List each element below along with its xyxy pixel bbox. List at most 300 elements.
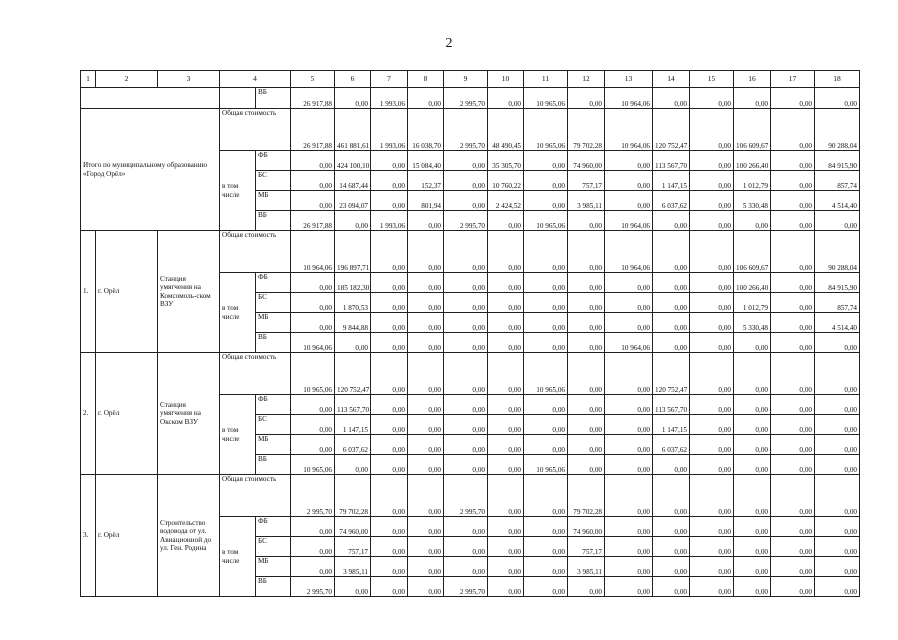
value-cell: 0,00 bbox=[371, 415, 408, 435]
value-cell: 0,00 bbox=[653, 273, 690, 293]
value-cell: 0,00 bbox=[488, 517, 524, 537]
fund-label: БС bbox=[256, 293, 291, 313]
value-cell: 10 965,06 bbox=[524, 455, 568, 475]
project-city: г. Орёл bbox=[96, 353, 158, 475]
value-cell: 0,00 bbox=[690, 475, 734, 517]
value-cell: 0,00 bbox=[408, 577, 444, 597]
value-cell: 0,00 bbox=[444, 557, 488, 577]
value-cell: 0,00 bbox=[815, 353, 860, 395]
project-name: Станция умягчения на Окском ВЗУ bbox=[158, 353, 220, 475]
value-cell: 0,00 bbox=[815, 435, 860, 455]
value-cell: 0,00 bbox=[653, 211, 690, 231]
value-cell: 113 567,70 bbox=[653, 151, 690, 171]
value-cell: 0,00 bbox=[605, 517, 653, 537]
value-cell: 0,00 bbox=[371, 333, 408, 353]
value-cell: 0,00 bbox=[488, 313, 524, 333]
fund-label: ФБ bbox=[256, 395, 291, 415]
col-header: 9 bbox=[444, 71, 488, 88]
value-cell: 0,00 bbox=[690, 191, 734, 211]
value-cell: 0,00 bbox=[690, 293, 734, 313]
value-cell: 152,37 bbox=[408, 171, 444, 191]
value-cell: 0,00 bbox=[488, 455, 524, 475]
value-cell: 0,00 bbox=[291, 313, 335, 333]
value-cell: 0,00 bbox=[408, 88, 444, 109]
value-cell: 0,00 bbox=[444, 293, 488, 313]
value-cell: 106 609,67 bbox=[734, 231, 771, 273]
value-cell: 1 012,79 bbox=[734, 171, 771, 191]
value-cell: 0,00 bbox=[524, 293, 568, 313]
project-city: г. Орёл bbox=[96, 231, 158, 353]
col-header: 6 bbox=[335, 71, 371, 88]
col-header: 4 bbox=[220, 71, 291, 88]
value-cell: 0,00 bbox=[815, 517, 860, 537]
value-cell: 0,00 bbox=[690, 151, 734, 171]
total-cost-label: Общая стоимость bbox=[220, 353, 291, 395]
value-cell: 0,00 bbox=[568, 333, 605, 353]
value-cell: 0,00 bbox=[444, 191, 488, 211]
value-cell: 0,00 bbox=[734, 435, 771, 455]
value-cell: 0,00 bbox=[653, 475, 690, 517]
project-number: 3. bbox=[81, 475, 96, 597]
value-cell: 0,00 bbox=[734, 577, 771, 597]
col-header: 13 bbox=[605, 71, 653, 88]
fund-label: ВБ bbox=[256, 577, 291, 597]
value-cell: 16 038,70 bbox=[408, 109, 444, 151]
value-cell: 0,00 bbox=[605, 293, 653, 313]
value-cell: 0,00 bbox=[771, 455, 815, 475]
value-cell: 0,00 bbox=[408, 455, 444, 475]
value-cell: 857,74 bbox=[815, 293, 860, 313]
col-header: 7 bbox=[371, 71, 408, 88]
value-cell: 0,00 bbox=[524, 395, 568, 415]
value-cell: 0,00 bbox=[408, 475, 444, 517]
fund-label: МБ bbox=[256, 557, 291, 577]
value-cell: 0,00 bbox=[408, 537, 444, 557]
value-cell: 0,00 bbox=[335, 88, 371, 109]
value-cell: 0,00 bbox=[408, 333, 444, 353]
value-cell: 1 147,15 bbox=[335, 415, 371, 435]
incl-label: в том числе bbox=[220, 395, 256, 475]
value-cell: 10 964,06 bbox=[605, 231, 653, 273]
project-name: Строительство водовода от ул. Авиационной до ул. Ген. Родина bbox=[158, 475, 220, 597]
value-cell: 424 100,10 bbox=[335, 151, 371, 171]
value-cell: 0,00 bbox=[605, 557, 653, 577]
value-cell: 0,00 bbox=[335, 333, 371, 353]
value-cell: 79 702,28 bbox=[335, 475, 371, 517]
municipal-total-title: Итого по муниципальному образованию «Город Орёл» bbox=[81, 109, 220, 231]
value-cell: 48 490,45 bbox=[488, 109, 524, 151]
value-cell: 74 960,00 bbox=[568, 151, 605, 171]
value-cell: 0,00 bbox=[488, 231, 524, 273]
value-cell: 0,00 bbox=[771, 517, 815, 537]
value-cell: 0,00 bbox=[291, 395, 335, 415]
value-cell: 0,00 bbox=[568, 273, 605, 293]
value-cell: 0,00 bbox=[408, 557, 444, 577]
value-cell: 0,00 bbox=[335, 211, 371, 231]
value-cell: 0,00 bbox=[371, 537, 408, 557]
value-cell: 2 995,70 bbox=[444, 475, 488, 517]
fund-label: ФБ bbox=[256, 273, 291, 293]
value-cell: 0,00 bbox=[488, 88, 524, 109]
value-cell: 0,00 bbox=[690, 333, 734, 353]
value-cell: 0,00 bbox=[488, 333, 524, 353]
value-cell: 0,00 bbox=[488, 293, 524, 313]
value-cell: 2 995,70 bbox=[444, 88, 488, 109]
value-cell: 0,00 bbox=[408, 273, 444, 293]
value-cell: 10 965,06 bbox=[524, 353, 568, 395]
value-cell: 0,00 bbox=[690, 517, 734, 537]
value-cell: 90 288,04 bbox=[815, 109, 860, 151]
value-cell: 120 752,47 bbox=[653, 109, 690, 151]
value-cell: 0,00 bbox=[815, 455, 860, 475]
value-cell: 0,00 bbox=[605, 435, 653, 455]
value-cell: 0,00 bbox=[734, 455, 771, 475]
value-cell: 0,00 bbox=[524, 577, 568, 597]
value-cell: 0,00 bbox=[408, 293, 444, 313]
value-cell: 0,00 bbox=[771, 577, 815, 597]
value-cell: 0,00 bbox=[371, 171, 408, 191]
value-cell: 0,00 bbox=[771, 171, 815, 191]
value-cell: 0,00 bbox=[568, 293, 605, 313]
value-cell: 0,00 bbox=[444, 231, 488, 273]
value-cell: 0,00 bbox=[488, 353, 524, 395]
value-cell: 0,00 bbox=[524, 415, 568, 435]
project-number: 2. bbox=[81, 353, 96, 475]
value-cell: 113 567,70 bbox=[653, 395, 690, 415]
value-cell: 0,00 bbox=[771, 88, 815, 109]
value-cell: 0,00 bbox=[371, 435, 408, 455]
value-cell: 10 760,22 bbox=[488, 171, 524, 191]
value-cell: 757,17 bbox=[568, 171, 605, 191]
value-cell: 0,00 bbox=[815, 475, 860, 517]
value-cell: 79 702,28 bbox=[568, 475, 605, 517]
value-cell: 1 993,06 bbox=[371, 109, 408, 151]
value-cell: 26 917,88 bbox=[291, 109, 335, 151]
value-cell: 0,00 bbox=[371, 353, 408, 395]
value-cell: 0,00 bbox=[408, 211, 444, 231]
value-cell: 0,00 bbox=[488, 415, 524, 435]
value-cell: 3 985,11 bbox=[568, 191, 605, 211]
value-cell: 0,00 bbox=[734, 557, 771, 577]
value-cell: 185 182,30 bbox=[335, 273, 371, 293]
value-cell: 10 965,06 bbox=[524, 88, 568, 109]
value-cell: 14 687,44 bbox=[335, 171, 371, 191]
value-cell: 0,00 bbox=[815, 333, 860, 353]
value-cell: 0,00 bbox=[734, 353, 771, 395]
fund-label: ВБ bbox=[256, 88, 291, 109]
value-cell: 0,00 bbox=[568, 395, 605, 415]
value-cell: 26 917,88 bbox=[291, 211, 335, 231]
col-header: 16 bbox=[734, 71, 771, 88]
value-cell: 0,00 bbox=[690, 415, 734, 435]
value-cell: 0,00 bbox=[690, 537, 734, 557]
value-cell: 0,00 bbox=[568, 577, 605, 597]
value-cell: 0,00 bbox=[524, 557, 568, 577]
incl-label: в том числе bbox=[220, 151, 256, 231]
value-cell: 0,00 bbox=[371, 517, 408, 537]
col-header: 2 bbox=[96, 71, 158, 88]
value-cell: 0,00 bbox=[771, 333, 815, 353]
value-cell: 0,00 bbox=[371, 313, 408, 333]
value-cell: 0,00 bbox=[568, 353, 605, 395]
value-cell: 0,00 bbox=[734, 211, 771, 231]
value-cell: 0,00 bbox=[408, 435, 444, 455]
value-cell: 0,00 bbox=[771, 211, 815, 231]
value-cell: 0,00 bbox=[568, 435, 605, 455]
value-cell: 0,00 bbox=[653, 577, 690, 597]
value-cell: 461 881,61 bbox=[335, 109, 371, 151]
incl-label: в том числе bbox=[220, 517, 256, 597]
budget-table bbox=[80, 70, 860, 597]
value-cell: 0,00 bbox=[815, 415, 860, 435]
value-cell: 113 567,70 bbox=[335, 395, 371, 415]
value-cell: 3 985,11 bbox=[568, 557, 605, 577]
value-cell: 10 964,06 bbox=[291, 333, 335, 353]
col-header: 18 bbox=[815, 71, 860, 88]
value-cell: 0,00 bbox=[690, 171, 734, 191]
value-cell: 0,00 bbox=[335, 577, 371, 597]
value-cell: 0,00 bbox=[408, 231, 444, 273]
value-cell: 79 702,28 bbox=[568, 109, 605, 151]
fund-label: ФБ bbox=[256, 517, 291, 537]
value-cell: 0,00 bbox=[815, 395, 860, 415]
value-cell: 0,00 bbox=[524, 313, 568, 333]
value-cell: 0,00 bbox=[771, 415, 815, 435]
value-cell: 0,00 bbox=[815, 88, 860, 109]
value-cell: 0,00 bbox=[653, 557, 690, 577]
table-row bbox=[81, 88, 860, 109]
value-cell: 0,00 bbox=[605, 455, 653, 475]
value-cell: 0,00 bbox=[444, 313, 488, 333]
value-cell: 4 514,40 bbox=[815, 313, 860, 333]
col-header: 8 bbox=[408, 71, 444, 88]
value-cell: 757,17 bbox=[568, 537, 605, 557]
value-cell: 74 960,00 bbox=[568, 517, 605, 537]
value-cell: 2 995,70 bbox=[444, 109, 488, 151]
value-cell: 0,00 bbox=[335, 455, 371, 475]
value-cell: 10 964,06 bbox=[605, 211, 653, 231]
value-cell: 0,00 bbox=[568, 231, 605, 273]
value-cell: 0,00 bbox=[771, 273, 815, 293]
value-cell: 10 965,06 bbox=[291, 455, 335, 475]
value-cell: 0,00 bbox=[605, 313, 653, 333]
value-cell: 0,00 bbox=[488, 557, 524, 577]
value-cell: 0,00 bbox=[771, 395, 815, 415]
value-cell: 0,00 bbox=[408, 313, 444, 333]
project-number: 1. bbox=[81, 231, 96, 353]
value-cell: 0,00 bbox=[444, 415, 488, 435]
value-cell: 0,00 bbox=[488, 475, 524, 517]
value-cell: 0,00 bbox=[568, 313, 605, 333]
value-cell: 10 965,06 bbox=[524, 109, 568, 151]
value-cell: 0,00 bbox=[690, 395, 734, 415]
value-cell: 0,00 bbox=[488, 435, 524, 455]
value-cell: 0,00 bbox=[524, 475, 568, 517]
fund-label: МБ bbox=[256, 313, 291, 333]
value-cell: 0,00 bbox=[734, 395, 771, 415]
value-cell: 0,00 bbox=[815, 537, 860, 557]
value-cell: 0,00 bbox=[653, 313, 690, 333]
value-cell: 0,00 bbox=[408, 415, 444, 435]
value-cell: 0,00 bbox=[771, 109, 815, 151]
value-cell: 0,00 bbox=[524, 151, 568, 171]
value-cell: 2 995,70 bbox=[444, 211, 488, 231]
value-cell: 0,00 bbox=[524, 231, 568, 273]
total-cost-label: Общая стоимость bbox=[220, 109, 291, 151]
value-cell: 801,94 bbox=[408, 191, 444, 211]
value-cell: 0,00 bbox=[605, 151, 653, 171]
value-cell: 0,00 bbox=[605, 353, 653, 395]
value-cell: 0,00 bbox=[771, 231, 815, 273]
col-header: 1 bbox=[81, 71, 96, 88]
value-cell: 1 870,53 bbox=[335, 293, 371, 313]
value-cell: 0,00 bbox=[815, 557, 860, 577]
column-header-row bbox=[81, 71, 860, 88]
value-cell: 0,00 bbox=[568, 88, 605, 109]
value-cell: 0,00 bbox=[568, 455, 605, 475]
value-cell: 0,00 bbox=[371, 191, 408, 211]
value-cell: 4 514,40 bbox=[815, 191, 860, 211]
value-cell: 0,00 bbox=[291, 191, 335, 211]
value-cell: 9 844,88 bbox=[335, 313, 371, 333]
total-cost-label: Общая стоимость bbox=[220, 231, 291, 273]
value-cell: 84 915,90 bbox=[815, 273, 860, 293]
col-header: 11 bbox=[524, 71, 568, 88]
value-cell: 15 084,40 bbox=[408, 151, 444, 171]
value-cell: 0,00 bbox=[291, 151, 335, 171]
value-cell: 0,00 bbox=[444, 435, 488, 455]
value-cell: 10 964,06 bbox=[605, 88, 653, 109]
value-cell: 0,00 bbox=[371, 455, 408, 475]
value-cell: 196 897,71 bbox=[335, 231, 371, 273]
fund-label: МБ bbox=[256, 191, 291, 211]
col-header: 17 bbox=[771, 71, 815, 88]
table-row bbox=[81, 353, 860, 395]
project-name: Станция умягчения на Комсомоль-ском ВЗУ bbox=[158, 231, 220, 353]
value-cell: 0,00 bbox=[771, 435, 815, 455]
value-cell: 0,00 bbox=[653, 333, 690, 353]
col-header: 5 bbox=[291, 71, 335, 88]
value-cell: 0,00 bbox=[734, 475, 771, 517]
value-cell: 0,00 bbox=[371, 231, 408, 273]
value-cell: 0,00 bbox=[771, 313, 815, 333]
value-cell: 0,00 bbox=[734, 537, 771, 557]
value-cell: 0,00 bbox=[444, 395, 488, 415]
value-cell: 0,00 bbox=[444, 353, 488, 395]
value-cell: 0,00 bbox=[815, 577, 860, 597]
value-cell: 0,00 bbox=[371, 395, 408, 415]
value-cell: 6 037,62 bbox=[653, 191, 690, 211]
value-cell: 0,00 bbox=[524, 517, 568, 537]
value-cell: 10 965,06 bbox=[524, 211, 568, 231]
value-cell: 757,17 bbox=[335, 537, 371, 557]
value-cell: 3 985,11 bbox=[335, 557, 371, 577]
project-city: г. Орёл bbox=[96, 475, 158, 597]
value-cell: 0,00 bbox=[408, 395, 444, 415]
fund-label: ВБ bbox=[256, 211, 291, 231]
value-cell: 0,00 bbox=[444, 537, 488, 557]
value-cell: 106 609,67 bbox=[734, 109, 771, 151]
value-cell: 0,00 bbox=[371, 273, 408, 293]
blank-cell bbox=[81, 88, 220, 109]
value-cell: 10 964,06 bbox=[291, 231, 335, 273]
value-cell: 0,00 bbox=[291, 415, 335, 435]
col-header: 14 bbox=[653, 71, 690, 88]
value-cell: 0,00 bbox=[488, 273, 524, 293]
value-cell: 0,00 bbox=[524, 191, 568, 211]
incl-label: в том числе bbox=[220, 273, 256, 353]
value-cell: 0,00 bbox=[291, 517, 335, 537]
value-cell: 2 424,52 bbox=[488, 191, 524, 211]
value-cell: 120 752,47 bbox=[335, 353, 371, 395]
fund-label: ВБ bbox=[256, 333, 291, 353]
value-cell: 0,00 bbox=[734, 333, 771, 353]
value-cell: 0,00 bbox=[605, 171, 653, 191]
value-cell: 0,00 bbox=[653, 537, 690, 557]
value-cell: 0,00 bbox=[690, 577, 734, 597]
table-row bbox=[81, 109, 860, 151]
value-cell: 0,00 bbox=[690, 353, 734, 395]
value-cell: 0,00 bbox=[771, 293, 815, 313]
value-cell: 0,00 bbox=[568, 211, 605, 231]
value-cell: 0,00 bbox=[524, 273, 568, 293]
value-cell: 90 288,04 bbox=[815, 231, 860, 273]
value-cell: 0,00 bbox=[488, 395, 524, 415]
value-cell: 1 147,15 bbox=[653, 415, 690, 435]
col-header: 3 bbox=[158, 71, 220, 88]
value-cell: 2 995,70 bbox=[291, 475, 335, 517]
value-cell: 0,00 bbox=[690, 231, 734, 273]
value-cell: 0,00 bbox=[568, 415, 605, 435]
value-cell: 0,00 bbox=[771, 557, 815, 577]
value-cell: 6 037,62 bbox=[335, 435, 371, 455]
table-row bbox=[81, 475, 860, 517]
value-cell: 0,00 bbox=[771, 475, 815, 517]
value-cell: 0,00 bbox=[291, 435, 335, 455]
value-cell: 0,00 bbox=[653, 88, 690, 109]
fund-label: БС bbox=[256, 537, 291, 557]
value-cell: 0,00 bbox=[444, 171, 488, 191]
value-cell: 0,00 bbox=[291, 557, 335, 577]
value-cell: 0,00 bbox=[488, 577, 524, 597]
value-cell: 0,00 bbox=[291, 537, 335, 557]
value-cell: 6 037,62 bbox=[653, 435, 690, 455]
value-cell: 0,00 bbox=[291, 171, 335, 191]
col-header: 10 bbox=[488, 71, 524, 88]
col-header: 15 bbox=[690, 71, 734, 88]
fund-label: БС bbox=[256, 415, 291, 435]
value-cell: 0,00 bbox=[371, 151, 408, 171]
page-number: 2 bbox=[445, 36, 453, 51]
value-cell: 0,00 bbox=[653, 455, 690, 475]
value-cell: 0,00 bbox=[771, 191, 815, 211]
value-cell: 120 752,47 bbox=[653, 353, 690, 395]
col-header: 12 bbox=[568, 71, 605, 88]
value-cell: 0,00 bbox=[524, 435, 568, 455]
value-cell: 0,00 bbox=[488, 211, 524, 231]
value-cell: 0,00 bbox=[605, 395, 653, 415]
value-cell: 0,00 bbox=[690, 273, 734, 293]
total-cost-label: Общая стоимость bbox=[220, 475, 291, 517]
value-cell: 0,00 bbox=[690, 109, 734, 151]
value-cell: 0,00 bbox=[444, 455, 488, 475]
value-cell: 0,00 bbox=[690, 455, 734, 475]
value-cell: 0,00 bbox=[653, 231, 690, 273]
value-cell: 0,00 bbox=[371, 577, 408, 597]
value-cell: 0,00 bbox=[690, 435, 734, 455]
value-cell: 0,00 bbox=[605, 577, 653, 597]
value-cell: 0,00 bbox=[488, 537, 524, 557]
